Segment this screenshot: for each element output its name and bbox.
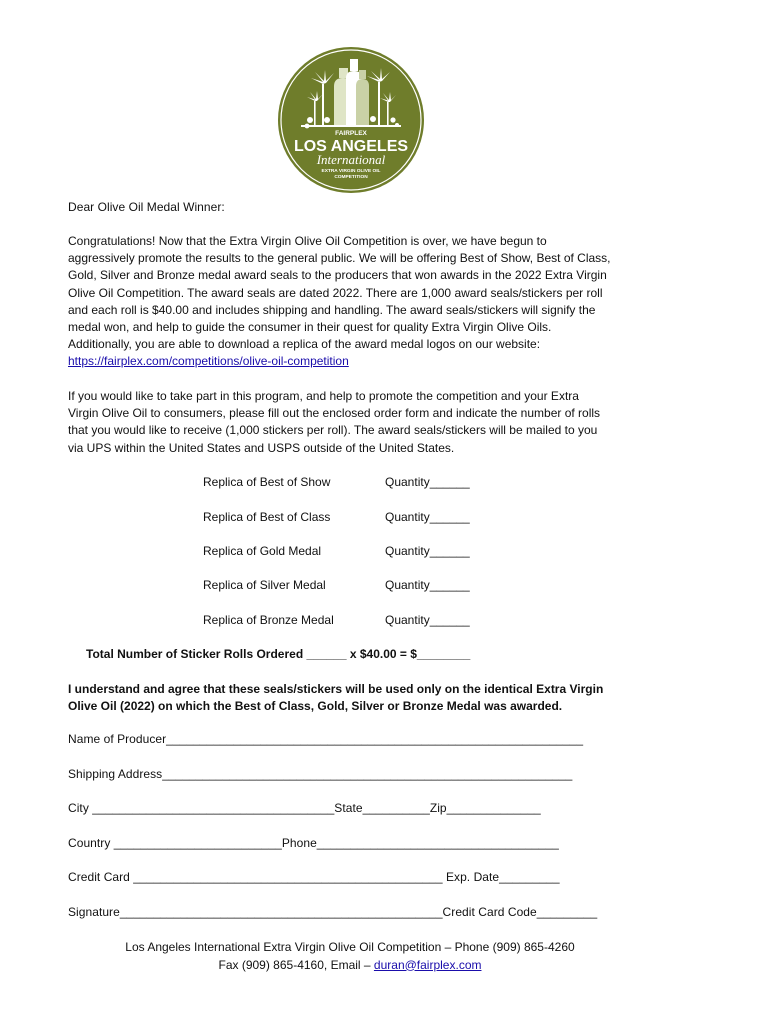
website-link[interactable]: https://fairplex.com/competitions/olive-oil-competition: [68, 354, 349, 369]
logo-line2: COMPETITION: [334, 175, 368, 180]
intro-line: Olive Oil Competition. The award seals are dated 2022. There are 1,000 award seals/stickers per roll: [68, 285, 603, 300]
program-line: that you would like to receive (1,000 stickers per roll). The award seals/stickers will be mailed to you: [68, 423, 598, 438]
logo-top-text: FAIRPLEX: [335, 130, 367, 137]
intro-paragraph: [68, 233, 668, 371]
salutation: Dear Olive Oil Medal Winner:: [68, 200, 225, 214]
city-state-zip-field[interactable]: City ____________________________________State__________Zip______________: [68, 801, 541, 815]
order-item-quantity[interactable]: Quantity______: [385, 475, 470, 489]
order-item-quantity[interactable]: Quantity______: [385, 544, 470, 558]
footer: [0, 939, 700, 974]
program-line: Virgin Olive Oil to consumers, please fill out the enclosed order form and indicate the number of rolls: [68, 406, 601, 421]
order-item-quantity[interactable]: Quantity______: [385, 578, 470, 592]
intro-line: medal won, and help to guide the consumer in their quest for quality Extra Virgin Olive Oils.: [68, 320, 552, 335]
footer-fax-email-line: [0, 957, 700, 975]
program-line: via UPS within the United States and USPS outside of the United States.: [68, 440, 455, 455]
logo-line1: EXTRA VIRGIN OLIVE OIL: [321, 169, 381, 174]
order-item-label: Replica of Gold Medal: [203, 544, 322, 558]
intro-line: aggressively promote the results to the general public. We will be offering Best of Show, Best of Class,: [68, 251, 611, 266]
intro-line: and each roll is $40.00 and includes shipping and handling. The award seals/stickers will signify the: [68, 302, 596, 317]
total-rolls-line[interactable]: Total Number of Sticker Rolls Ordered ______ x $40.00 = $________: [86, 647, 471, 661]
intro-line: Gold, Silver and Bronze medal award seals to the producers that won awards in the 2022 Extra Virgin: [68, 268, 607, 283]
footer-fax-text: Fax (909) 865-4160, Email –: [218, 957, 374, 972]
program-line: If you would like to take part in this program, and help to promote the competition and your Extra: [68, 389, 579, 403]
order-item-label: Replica of Bronze Medal: [203, 613, 334, 627]
intro-line: Congratulations! Now that the Extra Virgin Olive Oil Competition is over, we have begun to: [68, 234, 547, 248]
order-item-quantity[interactable]: Quantity______: [385, 510, 470, 524]
country-phone-field[interactable]: Country _________________________Phone____________________________________: [68, 836, 559, 850]
competition-logo: [277, 46, 425, 194]
intro-line: Additionally, you are able to download a replica of the award medal logos on our website:: [68, 337, 541, 352]
logo-title: LOS ANGELES: [293, 138, 409, 155]
shipping-address-field[interactable]: Shipping Address_____________________________________________________________: [68, 767, 573, 781]
credit-card-field[interactable]: Credit Card ______________________________________________ Exp. Date_________: [68, 870, 560, 884]
order-item-label: Replica of Best of Class: [203, 510, 331, 524]
order-item-quantity[interactable]: Quantity______: [385, 613, 470, 627]
email-link[interactable]: duran@fairplex.com: [373, 957, 482, 972]
agreement-line: I understand and agree that these seals/stickers will be used only on the identical Extra Virgin: [68, 682, 604, 696]
signature-field[interactable]: Signature________________________________________________Credit Card Code_________: [68, 905, 598, 919]
producer-name-field[interactable]: Name of Producer______________________________________________________________: [68, 732, 584, 746]
order-item-label: Replica of Best of Show: [203, 475, 331, 489]
footer-contact-line: Los Angeles International Extra Virgin Olive Oil Competition – Phone (909) 865-4260: [125, 940, 575, 954]
logo-script-text: International: [316, 152, 386, 167]
agreement-paragraph: [68, 681, 668, 715]
order-item-label: Replica of Silver Medal: [203, 578, 326, 592]
program-paragraph: [68, 388, 668, 457]
agreement-line: Olive Oil (2022) on which the Best of Class, Gold, Silver or Bronze Medal was awarded.: [68, 699, 563, 714]
